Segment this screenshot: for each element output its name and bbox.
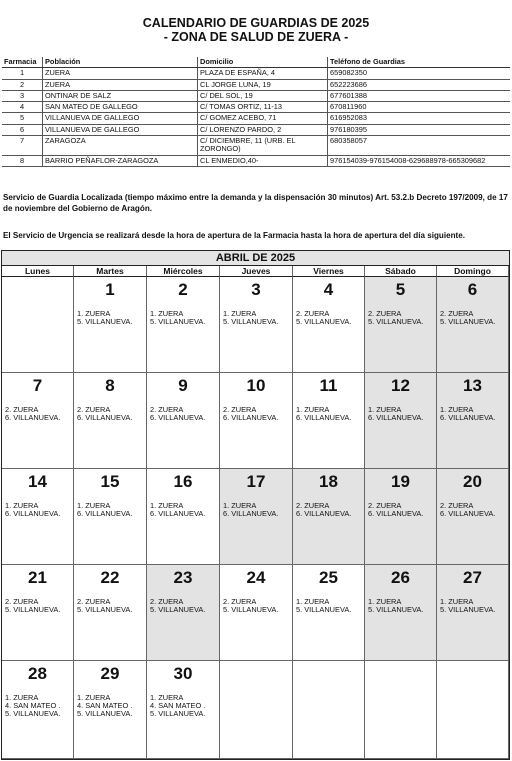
pharmacy-row bbox=[2, 68, 510, 79]
duty-pharmacy-entry: 5. VILLANUEVA. bbox=[223, 604, 279, 614]
duty-pharmacy-entry: 6. VILLANUEVA. bbox=[150, 508, 206, 518]
title-line-1: CALENDARIO DE GUARDIAS DE 2025 bbox=[142, 16, 370, 30]
duty-pharmacy-entry: 1. ZUERA bbox=[368, 405, 402, 414]
col-telefono: Teléfono de Guardias bbox=[328, 57, 511, 68]
calendar-day-cell bbox=[147, 277, 220, 373]
pharmacy-address: CL JORGE LUNA, 19 bbox=[198, 79, 328, 90]
pharmacy-address: C/ TOMAS ORTIZ, 11-13 bbox=[198, 102, 328, 113]
pharmacy-number: 2 bbox=[2, 79, 43, 90]
duty-pharmacy-entry: 1. ZUERA bbox=[150, 501, 184, 510]
duty-pharmacy-list bbox=[440, 310, 495, 326]
day-number: 20 bbox=[463, 472, 482, 491]
day-number: 5 bbox=[395, 280, 406, 299]
duty-pharmacy-list bbox=[368, 598, 423, 614]
day-number: 24 bbox=[246, 568, 266, 587]
duty-pharmacy-entry: 2. ZUERA bbox=[440, 309, 474, 318]
duty-pharmacy-list bbox=[77, 598, 132, 614]
calendar-day-cell bbox=[147, 661, 220, 759]
calendar-empty-cell bbox=[220, 661, 293, 759]
duty-pharmacy-entry: 5. VILLANUEVA. bbox=[5, 708, 61, 718]
pharmacy-row bbox=[2, 79, 510, 90]
duty-pharmacy-entry: 5. VILLANUEVA. bbox=[368, 604, 424, 614]
day-number: 3 bbox=[251, 280, 261, 299]
pharmacy-address: CL ENMEDIO,40- bbox=[198, 155, 328, 166]
pharmacy-number: 6 bbox=[2, 124, 43, 135]
calendar-empty-cell bbox=[437, 661, 509, 759]
duty-pharmacy-list bbox=[440, 406, 495, 422]
duty-pharmacy-list bbox=[150, 502, 205, 518]
duty-pharmacy-entry: 2. ZUERA bbox=[77, 597, 111, 606]
duty-pharmacy-entry: 5. VILLANUEVA. bbox=[368, 316, 424, 326]
calendar-day-cell bbox=[365, 469, 437, 565]
duty-pharmacy-list bbox=[223, 502, 278, 518]
calendar-day-cell bbox=[220, 565, 293, 661]
calendar-day-cell bbox=[293, 565, 365, 661]
duty-pharmacy-list bbox=[77, 694, 132, 718]
duty-pharmacy-entry: 5. VILLANUEVA. bbox=[150, 604, 206, 614]
day-number: 7 bbox=[32, 376, 43, 395]
duty-pharmacy-entry: 6. VILLANUEVA. bbox=[223, 412, 279, 422]
calendar-day-cell bbox=[437, 277, 509, 373]
calendar-day-cell bbox=[293, 277, 365, 373]
pharmacy-number: 8 bbox=[2, 155, 43, 166]
pharmacy-table bbox=[2, 57, 510, 167]
duty-pharmacy-list bbox=[296, 598, 351, 614]
calendar-day-cell bbox=[74, 661, 147, 759]
duty-pharmacy-entry: 6. VILLANUEVA. bbox=[296, 508, 352, 518]
duty-pharmacy-list bbox=[223, 310, 278, 326]
day-number: 18 bbox=[319, 472, 338, 491]
calendar-day-cell bbox=[365, 565, 437, 661]
col-domicilio: Domicilio bbox=[198, 57, 328, 68]
duty-pharmacy-entry: 1. ZUERA bbox=[150, 309, 184, 318]
pharmacy-phone: 616952083 bbox=[328, 113, 511, 124]
duty-pharmacy-list bbox=[440, 502, 495, 518]
weekday-header: Miércoles bbox=[147, 266, 220, 277]
duty-pharmacy-entry: 6. VILLANUEVA. bbox=[77, 412, 133, 422]
duty-pharmacy-entry: 5. VILLANUEVA. bbox=[440, 604, 496, 614]
duty-pharmacy-entry: 5. VILLANUEVA. bbox=[150, 316, 206, 326]
pharmacy-row bbox=[2, 124, 510, 135]
duty-pharmacy-entry: 2. ZUERA bbox=[223, 405, 257, 414]
pharmacy-phone: 670811960 bbox=[328, 102, 511, 113]
duty-pharmacy-list bbox=[150, 406, 205, 422]
duty-pharmacy-entry: 2. ZUERA bbox=[440, 501, 474, 510]
duty-pharmacy-list bbox=[223, 598, 278, 614]
pharmacy-phone: 680358057 bbox=[328, 136, 511, 156]
calendar-day-cell bbox=[74, 469, 147, 565]
calendar-day-cell bbox=[147, 469, 220, 565]
duty-pharmacy-entry: 6. VILLANUEVA. bbox=[440, 508, 496, 518]
pharmacy-number: 1 bbox=[2, 68, 43, 79]
pharmacy-phone: 652223686 bbox=[328, 79, 511, 90]
calendar-month-title: ABRIL DE 2025 bbox=[2, 251, 509, 266]
pharmacy-row bbox=[2, 136, 510, 156]
day-number: 10 bbox=[246, 376, 266, 395]
day-number: 17 bbox=[246, 472, 266, 491]
duty-pharmacy-entry: 2. ZUERA bbox=[296, 309, 330, 318]
duty-pharmacy-entry: 6. VILLANUEVA. bbox=[5, 412, 61, 422]
duty-pharmacy-entry: 1. ZUERA bbox=[296, 405, 330, 414]
duty-pharmacy-entry: 4. SAN MATEO . bbox=[77, 700, 133, 710]
day-number: 26 bbox=[391, 568, 410, 587]
weekday-header: Jueves bbox=[220, 266, 293, 277]
duty-pharmacy-list bbox=[296, 406, 351, 422]
duty-pharmacy-entry: 5. VILLANUEVA. bbox=[77, 316, 133, 326]
duty-pharmacy-entry: 5. VILLANUEVA. bbox=[440, 316, 496, 326]
col-poblacion: Población bbox=[43, 57, 198, 68]
duty-pharmacy-list bbox=[296, 502, 351, 518]
duty-pharmacy-entry: 5. VILLANUEVA. bbox=[77, 708, 133, 718]
duty-pharmacy-entry: 6. VILLANUEVA. bbox=[440, 412, 496, 422]
day-number: 28 bbox=[28, 664, 47, 683]
pharmacy-number: 4 bbox=[2, 102, 43, 113]
day-number: 22 bbox=[100, 568, 120, 587]
pharmacy-number: 7 bbox=[2, 136, 43, 156]
calendar-day-cell bbox=[437, 565, 509, 661]
duty-pharmacy-entry: 6. VILLANUEVA. bbox=[296, 412, 352, 422]
pharmacy-town: ZUERA bbox=[43, 68, 198, 79]
day-number: 16 bbox=[173, 472, 193, 491]
duty-pharmacy-list bbox=[440, 598, 495, 614]
pharmacy-town: ONTINAR DE SALZ bbox=[43, 90, 198, 101]
pharmacy-number: 3 bbox=[2, 90, 43, 101]
duty-pharmacy-entry: 2. ZUERA bbox=[368, 501, 402, 510]
day-number: 12 bbox=[391, 376, 410, 395]
weekday-header: Lunes bbox=[2, 266, 74, 277]
duty-pharmacy-entry: 2. ZUERA bbox=[150, 405, 184, 414]
day-number: 27 bbox=[463, 568, 482, 587]
calendar-day-cell bbox=[147, 373, 220, 469]
day-number: 25 bbox=[319, 568, 338, 587]
calendar-day-cell bbox=[293, 469, 365, 565]
duty-pharmacy-list bbox=[5, 502, 60, 518]
pharmacy-town: ZUERA bbox=[43, 79, 198, 90]
calendar-day-cell bbox=[437, 373, 509, 469]
day-number: 6 bbox=[467, 280, 478, 299]
day-number: 19 bbox=[391, 472, 410, 491]
pharmacy-town: VILLANUEVA DE GALLEGO bbox=[43, 124, 198, 135]
duty-pharmacy-entry: 1. ZUERA bbox=[440, 405, 474, 414]
duty-pharmacy-entry: 2. ZUERA bbox=[5, 597, 39, 606]
day-number: 29 bbox=[100, 664, 120, 683]
pharmacy-town: VILLANUEVA DE GALLEGO bbox=[43, 113, 198, 124]
duty-pharmacy-list bbox=[223, 406, 278, 422]
pharmacy-phone: 976154039-976154008-629688978-665309682 bbox=[328, 155, 511, 166]
col-farmacia: Farmacia bbox=[2, 57, 43, 68]
weekday-header: Martes bbox=[74, 266, 147, 277]
calendar-day-cell bbox=[220, 469, 293, 565]
day-number: 14 bbox=[28, 472, 47, 491]
pharmacy-phone: 976180395 bbox=[328, 124, 511, 135]
pharmacy-town: SAN MATEO DE GALLEGO bbox=[43, 102, 198, 113]
calendar-day-cell bbox=[74, 373, 147, 469]
duty-pharmacy-entry: 5. VILLANUEVA. bbox=[296, 604, 352, 614]
duty-pharmacy-entry: 6. VILLANUEVA. bbox=[368, 412, 424, 422]
calendar-day-cell bbox=[365, 373, 437, 469]
duty-pharmacy-entry: 5. VILLANUEVA. bbox=[296, 316, 352, 326]
duty-pharmacy-entry: 1. ZUERA bbox=[150, 693, 184, 702]
day-number: 15 bbox=[100, 472, 120, 491]
pharmacy-address: PLAZA DE ESPAÑA, 4 bbox=[198, 68, 328, 79]
pharmacy-table-header bbox=[2, 57, 510, 68]
duty-pharmacy-list bbox=[296, 310, 351, 326]
pharmacy-row bbox=[2, 155, 510, 166]
duty-pharmacy-entry: 6. VILLANUEVA. bbox=[150, 412, 206, 422]
duty-pharmacy-list bbox=[368, 406, 423, 422]
duty-pharmacy-entry: 1. ZUERA bbox=[77, 693, 111, 702]
duty-pharmacy-list bbox=[150, 310, 205, 326]
pharmacy-town: BARRIO PEÑAFLOR-ZARAGOZA bbox=[43, 155, 198, 166]
title-line-2: - ZONA DE SALUD DE ZUERA - bbox=[163, 30, 349, 44]
calendar-empty-cell bbox=[365, 661, 437, 759]
duty-pharmacy-entry: 1. ZUERA bbox=[440, 597, 474, 606]
calendar-day-cell bbox=[74, 277, 147, 373]
day-number: 21 bbox=[28, 568, 47, 587]
calendar-day-cell bbox=[2, 469, 74, 565]
calendar-day-cell bbox=[74, 565, 147, 661]
calendar-day-cell bbox=[293, 373, 365, 469]
duty-pharmacy-list bbox=[5, 406, 60, 422]
duty-pharmacy-entry: 1. ZUERA bbox=[77, 309, 111, 318]
calendar-day-cell bbox=[220, 277, 293, 373]
duty-pharmacy-entry: 6. VILLANUEVA. bbox=[5, 508, 61, 518]
duty-pharmacy-list bbox=[368, 310, 423, 326]
duty-pharmacy-entry: 2. ZUERA bbox=[368, 309, 402, 318]
duty-pharmacy-entry: 2. ZUERA bbox=[296, 501, 330, 510]
pharmacy-number: 5 bbox=[2, 113, 43, 124]
day-number: 8 bbox=[105, 376, 115, 395]
calendar-day-cell bbox=[437, 469, 509, 565]
day-number: 30 bbox=[173, 664, 193, 683]
service-note: Servicio de Guardia Localizada (tiempo máximo entre la demanda y la dispensación 30 minutos) Art. 53.2.b Decreto 197/2009, de 17 de noviembre del Gobierno de Aragón. bbox=[3, 193, 508, 213]
document-title bbox=[0, 16, 512, 44]
duty-pharmacy-entry: 4. SAN MATEO . bbox=[150, 700, 206, 710]
calendar-empty-cell bbox=[293, 661, 365, 759]
pharmacy-phone: 659082350 bbox=[328, 68, 511, 79]
duty-pharmacy-entry: 5. VILLANUEVA. bbox=[5, 604, 61, 614]
duty-pharmacy-list bbox=[150, 598, 205, 614]
calendar-day-cell bbox=[2, 373, 74, 469]
duty-pharmacy-list bbox=[5, 694, 60, 718]
duty-pharmacy-entry: 6. VILLANUEVA. bbox=[77, 508, 133, 518]
pharmacy-row bbox=[2, 113, 510, 124]
pharmacy-address: C/ DEL SOL, 19 bbox=[198, 90, 328, 101]
duty-pharmacy-list bbox=[77, 406, 132, 422]
calendar-day-cell bbox=[147, 565, 220, 661]
day-number: 2 bbox=[178, 280, 188, 299]
calendar-day-cell bbox=[365, 277, 437, 373]
weekday-header: Domingo bbox=[437, 266, 509, 277]
duty-pharmacy-list bbox=[5, 598, 60, 614]
duty-pharmacy-entry: 2. ZUERA bbox=[5, 405, 39, 414]
duty-pharmacy-entry: 1. ZUERA bbox=[5, 501, 39, 510]
weekday-header: Sábado bbox=[365, 266, 437, 277]
duty-pharmacy-entry: 5. VILLANUEVA. bbox=[223, 316, 279, 326]
pharmacy-row bbox=[2, 102, 510, 113]
duty-pharmacy-entry: 5. VILLANUEVA. bbox=[77, 604, 133, 614]
duty-pharmacy-entry: 2. ZUERA bbox=[150, 597, 184, 606]
day-number: 9 bbox=[178, 376, 188, 395]
day-number: 1 bbox=[105, 280, 115, 299]
duty-pharmacy-entry: 6. VILLANUEVA. bbox=[368, 508, 424, 518]
duty-pharmacy-entry: 1. ZUERA bbox=[223, 309, 257, 318]
pharmacy-address: C/ GOMEZ ACEBO, 71 bbox=[198, 113, 328, 124]
pharmacy-town: ZARAGOZA bbox=[43, 136, 198, 156]
pharmacy-phone: 677601388 bbox=[328, 90, 511, 101]
duty-pharmacy-list bbox=[77, 310, 132, 326]
duty-pharmacy-entry: 2. ZUERA bbox=[223, 597, 257, 606]
duty-pharmacy-list bbox=[150, 694, 205, 718]
duty-pharmacy-list bbox=[77, 502, 132, 518]
weekday-header: Viernes bbox=[293, 266, 365, 277]
day-number: 11 bbox=[319, 376, 338, 395]
duty-pharmacy-entry: 6. VILLANUEVA. bbox=[223, 508, 279, 518]
day-number: 23 bbox=[173, 568, 193, 587]
pharmacy-address: C/ LORENZO PARDO, 2 bbox=[198, 124, 328, 135]
day-number: 13 bbox=[463, 376, 482, 395]
calendar-day-cell bbox=[2, 661, 74, 759]
calendar-day-cell bbox=[220, 373, 293, 469]
duty-pharmacy-entry: 1. ZUERA bbox=[296, 597, 330, 606]
duty-pharmacy-entry: 2. ZUERA bbox=[77, 405, 111, 414]
duty-pharmacy-list bbox=[368, 502, 423, 518]
pharmacy-address: C/ DICIEMBRE, 11 (URB. EL ZORONGO) bbox=[198, 136, 328, 156]
urgency-note: El Servicio de Urgencia se realizará desde la hora de apertura de la Farmacia hasta la hora de apertura del día siguiente. bbox=[3, 231, 465, 240]
duty-pharmacy-entry: 1. ZUERA bbox=[77, 501, 111, 510]
day-number: 4 bbox=[323, 280, 334, 299]
calendar-day-cell bbox=[2, 565, 74, 661]
duty-pharmacy-entry: 5. VILLANUEVA. bbox=[150, 708, 206, 718]
duty-pharmacy-entry: 4. SAN MATEO . bbox=[5, 700, 61, 710]
pharmacy-row bbox=[2, 90, 510, 101]
duty-pharmacy-entry: 1. ZUERA bbox=[368, 597, 402, 606]
calendar-empty-cell bbox=[2, 277, 74, 373]
calendar bbox=[1, 250, 510, 760]
duty-pharmacy-entry: 1. ZUERA bbox=[223, 501, 257, 510]
duty-pharmacy-entry: 1. ZUERA bbox=[5, 693, 39, 702]
